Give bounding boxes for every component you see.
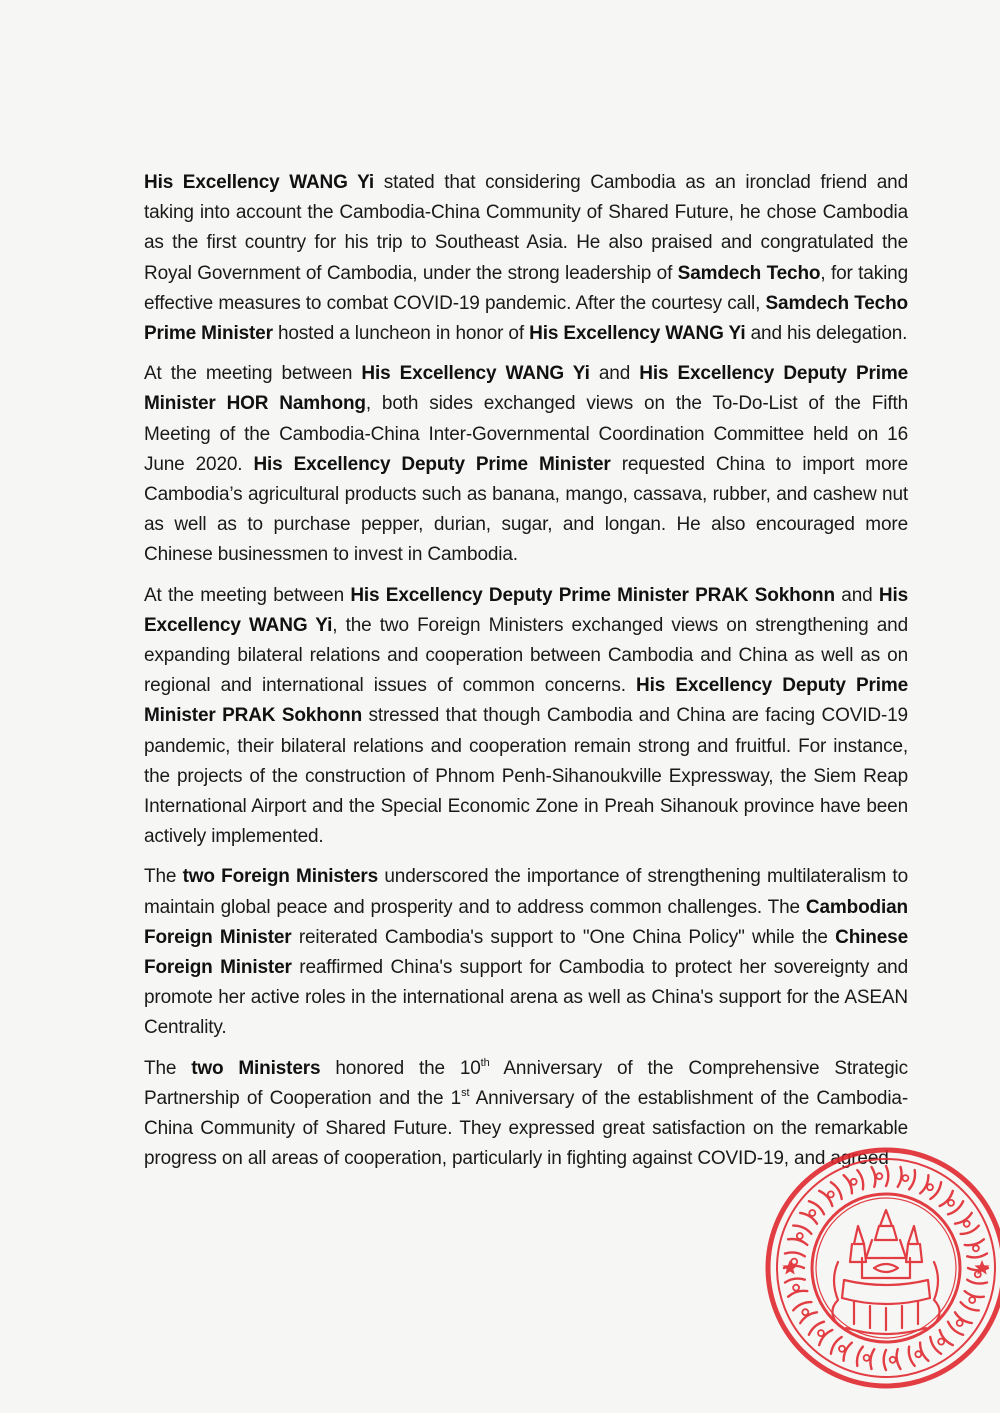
- superscript-text: th: [480, 1056, 490, 1069]
- bold-text: His Excellency Deputy Prime Minister PRAK Sokhonn: [144, 675, 909, 727]
- seal-ring-glyph: [785, 1279, 805, 1283]
- seal-ring-glyph: [857, 1347, 863, 1366]
- seal-ring-glyph: [969, 1297, 975, 1303]
- seal-ring-glyph: [857, 1170, 863, 1189]
- seal-ring-glyph: [876, 1173, 882, 1179]
- body-text: At the meeting between: [144, 363, 362, 385]
- seal-ring-glyph: [909, 1170, 915, 1189]
- seal-ring-glyph: [940, 1191, 953, 1206]
- body-text: reiterated Cambodia's support to "One China Policy" while the: [291, 926, 836, 948]
- body-text: and: [834, 584, 879, 606]
- paragraph: [144, 359, 908, 570]
- seal-ring-glyph: [828, 1191, 834, 1197]
- bold-text: His Excellency WANG Yi: [144, 584, 909, 636]
- body-text: requested China to import more Cambodia’s agricultural products such as banana, mango, cassava, rubber, and cashew nut as well as to purchase pepper, durian, sugar, and longan. He also encouraged more Chinese businessmen to invest in Cambodia.: [144, 453, 908, 566]
- seal-ring-glyph: [839, 1346, 845, 1352]
- seal-ring-glyph: [788, 1239, 807, 1245]
- seal-ring-glyph: [964, 1221, 970, 1227]
- seal-ring-glyph: [793, 1285, 799, 1291]
- seal-ring-glyph: [898, 1167, 902, 1187]
- seal-ring-glyph: [851, 1179, 857, 1185]
- paragraph: [144, 581, 908, 853]
- body-text: underscored the importance of strengthening multilateralism to maintain global peace and prosperity and to address common challenges. The: [144, 866, 908, 918]
- seal-ring-glyph: [791, 1259, 797, 1265]
- seal-ring-glyph: [793, 1302, 811, 1310]
- bold-text: Cambodian Foreign Minister: [144, 896, 908, 948]
- paragraph: [144, 862, 908, 1043]
- seal-ring-glyph: [961, 1226, 979, 1234]
- bold-text: Samdech Techo Prime Minister: [144, 292, 908, 345]
- body-text: , the two Foreign Ministers exchanged views on strengthening and expanding bilateral relations and cooperation between Cambodia and China as well as on regional and international issues of common concerns.: [144, 614, 908, 697]
- seal-ring-glyph: [927, 1184, 933, 1190]
- body-text: stated that considering Cambodia as an ironclad friend and taking into account the Cambodia-China Community of Shared Future, he chose Cambodia as the first country for his trip to Southeast Asia. He also praised and congratulated the Royal Government of Cambodia, under the strong leadership of: [144, 172, 908, 284]
- body-text: Anniversary of the Comprehensive Strategic Partnership of Cooperation and the 1: [144, 1057, 908, 1109]
- seal-ring-glyph: [809, 1210, 815, 1216]
- seal-ring-glyph: [872, 1167, 876, 1187]
- body-text: , both sides exchanged views on the To-Do-List of the Fifth Meeting of the Cambodia-China Inter-Governmental Coordination Committee held on 16 June 2020.: [144, 393, 908, 475]
- body-text: The: [144, 1057, 192, 1079]
- body-text: and: [589, 363, 640, 385]
- seal-ring-glyph: [819, 1330, 832, 1345]
- seal-ring-glyph: [920, 1175, 928, 1193]
- seal-ring-glyph: [948, 1200, 954, 1206]
- body-text: hosted a luncheon in honor of: [272, 323, 530, 345]
- seal-ring-glyph: [915, 1351, 921, 1357]
- seal-ring-glyph: [802, 1309, 808, 1315]
- seal-ring-glyph: [940, 1330, 953, 1345]
- paragraph: [144, 168, 908, 349]
- seal-ring-glyph: [967, 1280, 987, 1284]
- bold-text: His Excellency WANG Yi: [144, 172, 375, 193]
- body-text: At the meeting between: [144, 584, 351, 606]
- body-text: honored the 10: [320, 1057, 481, 1079]
- bold-text: two Foreign Ministers: [182, 866, 379, 888]
- seal-ring-glyph: [864, 1355, 870, 1361]
- seal-ring-glyph: [965, 1291, 984, 1297]
- seal-ring-glyph: [844, 1175, 852, 1193]
- body-text: Anniversary of the establishment of the Cambodia-China Community of Shared Future. They expressed great satisfaction on the remarkable progress on all areas of cooperation, particularly in fighting against COVID-19, and agreed: [144, 1087, 908, 1170]
- bold-text: Samdech Techo: [677, 262, 821, 284]
- seal-ring-glyph: [788, 1291, 807, 1297]
- bold-text: two Ministers: [191, 1057, 321, 1079]
- body-text: The: [144, 866, 183, 888]
- seal-ring-glyph: [965, 1239, 984, 1245]
- seal-ring-glyph: [948, 1322, 963, 1335]
- document-body: [144, 168, 908, 1185]
- body-text: and his delegation.: [745, 323, 908, 345]
- seal-ring-glyph: [870, 1349, 874, 1369]
- seal-ring-glyph: [948, 1201, 963, 1214]
- seal-ring-glyph: [920, 1343, 928, 1361]
- seal-ring-glyph: [844, 1343, 852, 1361]
- seal-ring-glyph: [884, 1350, 886, 1370]
- seal-star-icon: [782, 1260, 797, 1275]
- body-text: reaffirmed China's support for Cambodia to protect her sovereignty and promote her active roles in the international arena as well as China's support for the ASEAN Centrality.: [144, 957, 908, 1039]
- seal-ring-glyph: [897, 1349, 901, 1369]
- seal-ring-glyph: [886, 1166, 888, 1186]
- seal-ring-glyph: [909, 1347, 915, 1366]
- body-text: , for taking effective measures to combat COVID-19 pandemic. After the courtesy call,: [144, 262, 908, 314]
- seal-ring-glyph: [785, 1252, 805, 1256]
- bold-text: His Excellency Deputy Prime Minister PRAK Sokhonn: [350, 584, 835, 606]
- seal-ring-glyph: [793, 1226, 811, 1234]
- body-text: stressed that though Cambodia and China are facing COVID-19 pandemic, their bilateral relations and cooperation remain strong and fruitful. For instance, the projects of the construction of Phnom Penh-Sihanoukville Expressway, the Siem Reap International Airport and the Special Economic Zone in Preah Sihanouk province have been actively implemented.: [144, 705, 908, 848]
- bold-text: His Excellency Deputy Prime Minister: [253, 453, 611, 475]
- superscript-text: st: [461, 1086, 470, 1099]
- seal-ring-glyph: [797, 1233, 803, 1239]
- bold-text: Chinese Foreign Minister: [144, 926, 908, 979]
- seal-ring-glyph: [902, 1175, 908, 1181]
- bold-text: His Excellency WANG Yi: [529, 323, 746, 345]
- bold-text: His Excellency Deputy Prime Minister HOR Namhong: [144, 363, 909, 415]
- bold-text: His Excellency WANG Yi: [361, 363, 590, 385]
- seal-ring-glyph: [819, 1191, 832, 1206]
- seal-ring-glyph: [890, 1357, 896, 1363]
- seal-ring-glyph: [809, 1201, 824, 1214]
- seal-ring-glyph: [961, 1302, 979, 1310]
- official-seal-stamp: [758, 1140, 1000, 1390]
- seal-ring-glyph: [973, 1245, 979, 1251]
- seal-ring-glyph: [938, 1339, 944, 1345]
- seal-ring-glyph: [818, 1330, 824, 1336]
- seal-ring-glyph: [809, 1322, 824, 1335]
- seal-ring-glyph: [967, 1254, 987, 1258]
- seal-ring-glyph: [957, 1320, 963, 1326]
